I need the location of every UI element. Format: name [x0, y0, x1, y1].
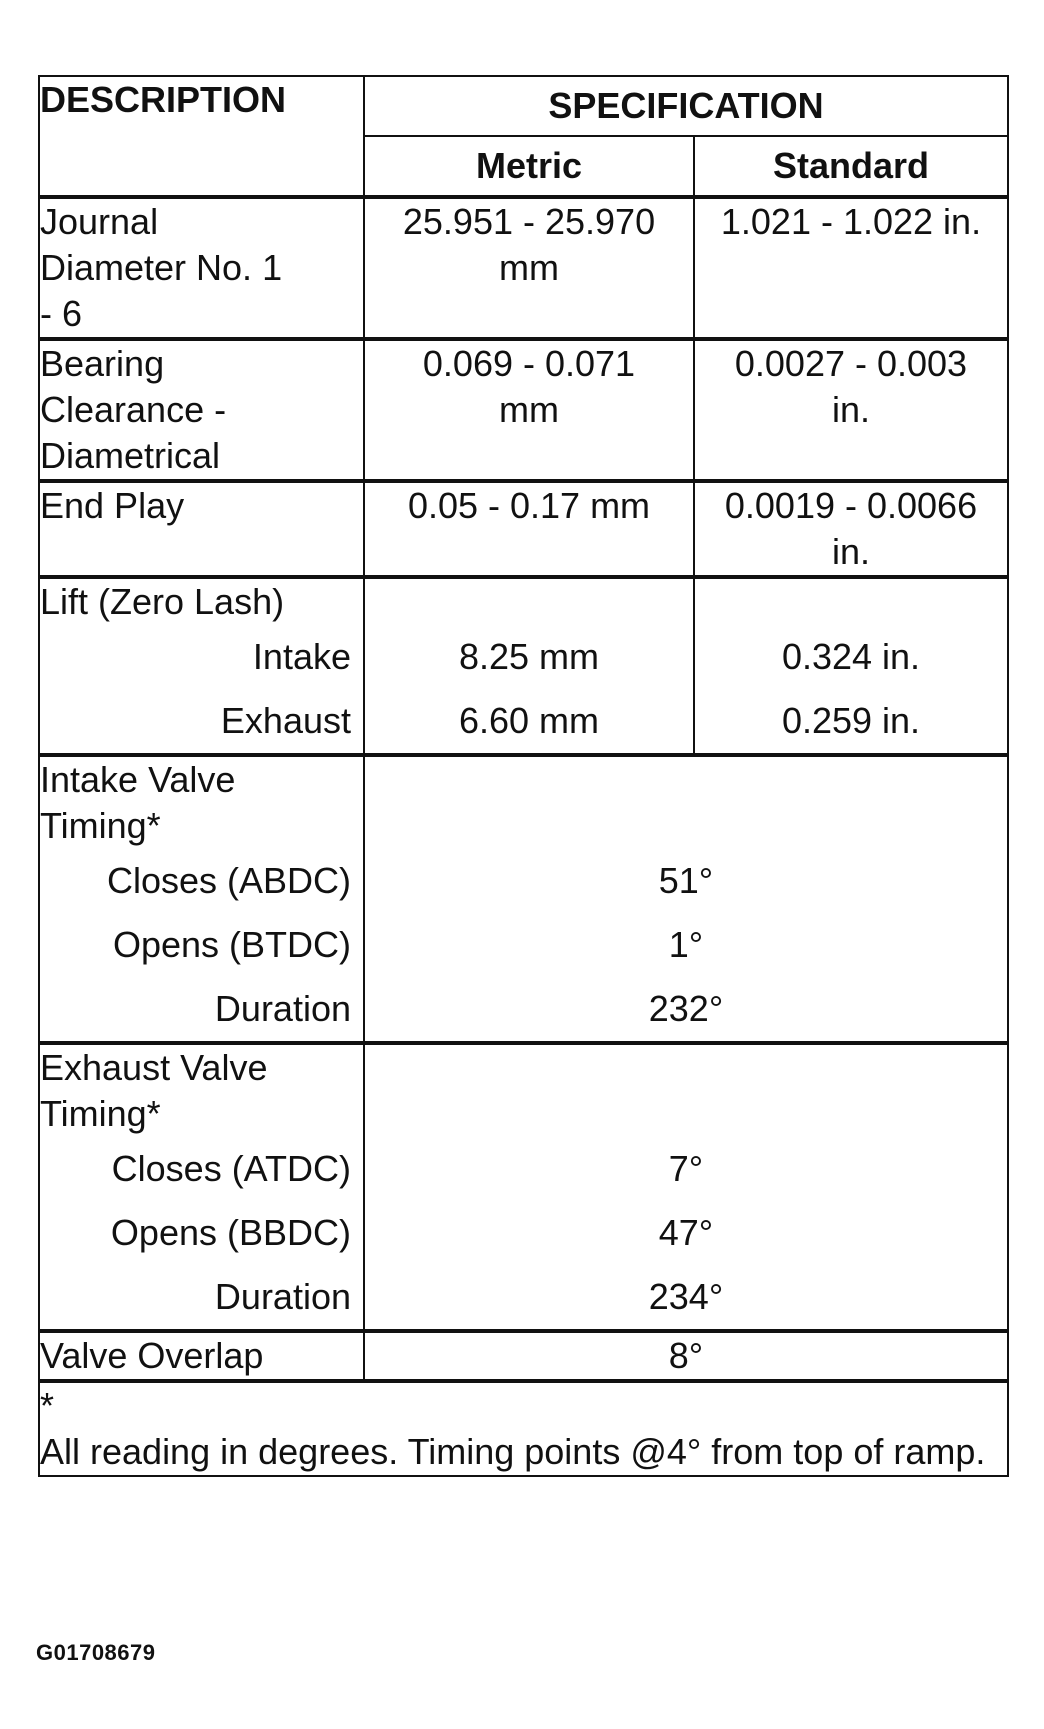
table-row-bearing [39, 339, 1008, 481]
exhaust-duration-label: Duration [214, 1276, 351, 1317]
bearing-metric: 0.069 - 0.071 mm [364, 339, 694, 481]
exhaust-opens-value: 47° [658, 1212, 714, 1253]
table-row-intake-timing [39, 755, 1008, 1043]
bearing-label: Bearing Clearance - Diametrical [39, 339, 364, 481]
exhaust-opens-label: Opens (BBDC) [110, 1212, 351, 1253]
header-description: DESCRIPTION [39, 76, 364, 197]
table-row-exhaust-timing [39, 1043, 1008, 1331]
intake-duration-label: Duration [214, 988, 351, 1029]
lift-intake-standard: 0.324 in. [781, 636, 921, 677]
endplay-standard: 0.0019 - 0.0066 in. [694, 481, 1008, 577]
endplay-label: End Play [39, 481, 364, 577]
overlap-value: 8° [364, 1331, 1008, 1381]
footnote-marker: * [40, 1385, 55, 1426]
figure-id: G01708679 [36, 1640, 156, 1665]
header-metric: Metric [364, 136, 694, 197]
intake-closes-value: 51° [658, 860, 714, 901]
intake-duration-value: 232° [648, 988, 724, 1029]
lift-metric [364, 577, 694, 755]
journal-label: Journal Diameter No. 1 - 6 [39, 197, 364, 339]
table-row-lift [39, 577, 1008, 755]
header-standard: Standard [694, 136, 1008, 197]
header-specification: SPECIFICATION [364, 76, 1008, 136]
bearing-standard: 0.0027 - 0.003 in. [694, 339, 1008, 481]
footnote-text: All reading in degrees. Timing points @4° from top of ramp. [40, 1431, 986, 1472]
table-row-journal [39, 197, 1008, 339]
lift-exhaust-standard: 0.259 in. [781, 700, 921, 741]
lift-exhaust-metric: 6.60 mm [458, 700, 600, 741]
lift-intake-label: Intake [252, 636, 351, 677]
footnote [39, 1381, 1008, 1476]
lift-label: Lift (Zero Lash) Intake Exhaust [39, 577, 364, 755]
lift-intake-metric: 8.25 mm [458, 636, 600, 677]
exhaust-closes-label: Closes (ATDC) [111, 1148, 351, 1189]
intake-closes-label: Closes (ABDC) [106, 860, 351, 901]
specification-table [38, 75, 1009, 1477]
intake-timing-label: Intake Valve Timing* Closes (ABDC) Opens (BTDC) Duration [39, 755, 364, 1043]
exhaust-closes-value: 7° [668, 1148, 704, 1189]
intake-opens-value: 1° [668, 924, 704, 965]
table-row-footnote [39, 1381, 1008, 1476]
lift-exhaust-label: Exhaust [220, 700, 351, 741]
exhaust-duration-value: 234° [648, 1276, 724, 1317]
lift-standard [694, 577, 1008, 755]
table-row-overlap [39, 1331, 1008, 1381]
endplay-metric: 0.05 - 0.17 mm [364, 481, 694, 577]
overlap-label: Valve Overlap [39, 1331, 364, 1381]
exhaust-timing-values [364, 1043, 1008, 1331]
exhaust-timing-label: Exhaust Valve Timing* Closes (ATDC) Opens (BBDC) Duration [39, 1043, 364, 1331]
intake-opens-label: Opens (BTDC) [112, 924, 351, 965]
journal-standard: 1.021 - 1.022 in. [694, 197, 1008, 339]
table-row-endplay [39, 481, 1008, 577]
journal-metric: 25.951 - 25.970 mm [364, 197, 694, 339]
intake-timing-values [364, 755, 1008, 1043]
